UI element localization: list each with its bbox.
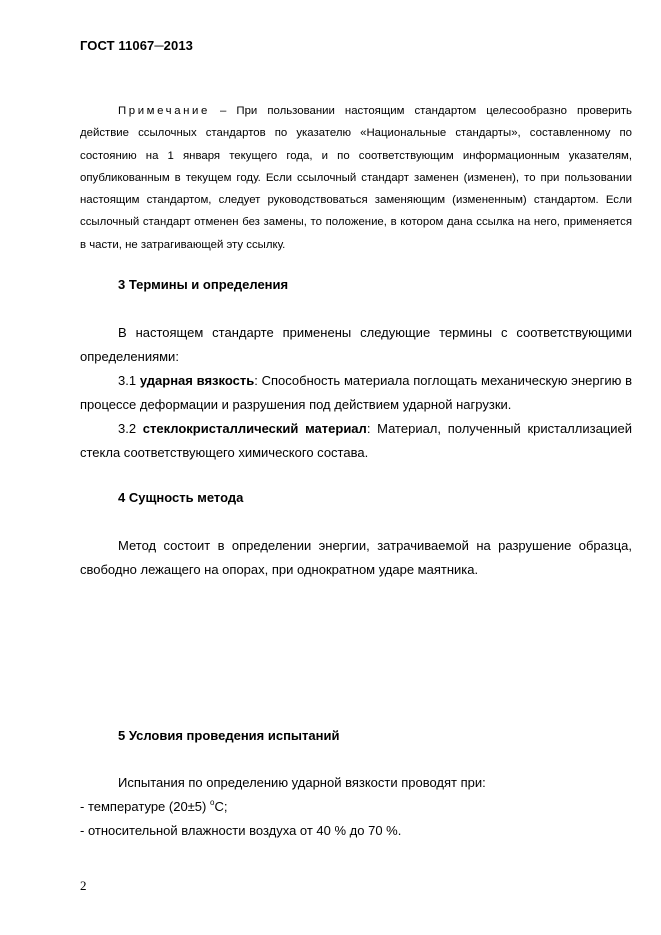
section-5-intro: Испытания по определению ударной вязкости проводят при: [118, 775, 486, 790]
note-text: – При пользовании настоящим стандартом целесообразно проверить действие ссылочных стандартов по указателю «Национальные стандарты», составленному по состоянию на 1 января текущего года, и по соответствующим информационным указателям, опубликованным в текущем году. Если ссылочный стандарт заменен (изменен), то при пользовании настоящим стандартом, следует руководствоваться заменяющим (измененным) стандартом. Если ссылочный стандарт отменен без замены, то положение, в котором дана ссылка на него, применяется в части, не затрагивающей эту ссылку. [80, 105, 632, 251]
note-paragraph [80, 100, 632, 256]
term-3-1 [80, 369, 632, 417]
term-3-2-definition: : Материал, полученный кристаллизацией стекла соответствующего химического состава. [80, 421, 632, 460]
degree-sign: o [209, 798, 215, 807]
section-3-title: 3 Термины и определения [118, 277, 289, 292]
section-3-intro: В настоящем стандарте применены следующие термины с соответствующими определениями: [80, 325, 632, 364]
term-3-1-name: ударная вязкость [139, 373, 255, 388]
condition-temperature: - температуре (20±5) $^o$C; [80, 798, 228, 814]
term-3-2-number: 3.2 [118, 421, 143, 436]
section-5-title: 5 Условия проведения испытаний [118, 728, 340, 743]
section-4-title: 4 Сущность метода [118, 490, 244, 505]
term-3-2 [80, 417, 632, 465]
term-3-1-number: 3.1 [118, 373, 140, 388]
section-4-body [80, 534, 632, 582]
term-3-1-definition: : Способность материала поглощать механическую энергию в процессе деформации и разрушения под действием ударной нагрузки. [80, 373, 633, 412]
section-4-text: Метод состоит в определении энергии, затрачиваемой на разрушение образца, свободно лежащего на опорах, при однократном ударе маятника. [80, 538, 632, 577]
document-header: ГОСТ 11067─2013 [80, 38, 193, 53]
term-3-2-name: стеклокристаллический материал [142, 421, 367, 436]
section-3-body [80, 321, 632, 465]
condition-humidity: - относительной влажности воздуха от 40 % до 70 %. [80, 823, 402, 838]
section-5-body [80, 771, 632, 843]
page-number: 2 [80, 878, 87, 893]
note-label: Примечание [118, 105, 210, 117]
